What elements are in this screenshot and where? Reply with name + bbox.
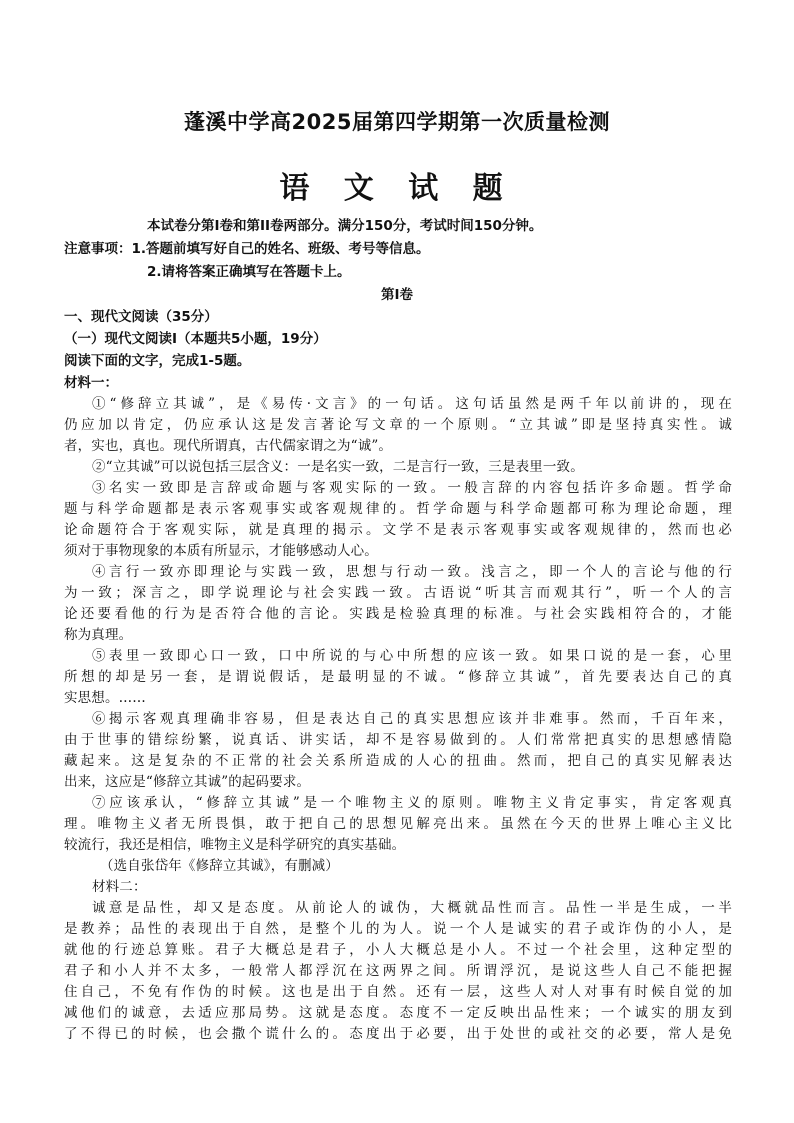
exam-title: 语 文 试 题 [279, 171, 515, 206]
paragraph-line: 出来，这应是“修辞立其诚”的起码要求。 [64, 774, 311, 790]
paragraph-line: 为一致；深言之，即学说理论与社会实践一致。古语说“听其言而观其行”，听一个人的言 [64, 585, 732, 601]
paragraph-line: 减他们的诚意，去适应那局势。这就是态度。态度不一定反映出品性来；一个诚实的朋友到 [64, 1005, 732, 1021]
paragraph-line: 所想的却是另一套，是谓说假话，是最明显的不诚。“修辞立其诚”，首先要表达自己的真 [64, 669, 732, 685]
exam-intro: 本试卷分第I卷和第II卷两部分。满分150分，考试时间150分钟。 [147, 218, 543, 234]
paragraph-line: 称为真理。 [64, 627, 133, 643]
paragraph-line: 了不得已的时候，也会撒个谎什么的。态度出于必要，出于处世的或社交的必要，常人是免 [64, 1026, 732, 1042]
sub-section-heading: （一）现代文阅读I（本题共5小题，19分） [64, 331, 327, 347]
reading-task: 阅读下面的文字，完成1-5题。 [64, 353, 251, 369]
paragraph-line: 仍应加以肯定，仍应承认这是发言著论写文章的一个原则。“立其诚”即是坚持真实性。诚 [64, 417, 732, 433]
paragraph-line: 理。唯物主义者无所畏惧，敢于把自己的思想见解亮出来。虽然在今天的世界上唯心主义比 [64, 816, 732, 832]
paragraph-line: ⑥揭示客观真理确非容易，但是表达自己的真实思想应该并非难事。然而，千百年来， [92, 711, 732, 727]
source-citation: （选自张岱年《修辞立其诚》，有删减） [100, 858, 339, 874]
paragraph-line: ⑤表里一致即心口一致，口中所说的与心中所想的应该一致。如果口说的是一套，心里 [92, 648, 732, 664]
material-2-label: 材料二： [92, 879, 147, 895]
paragraph-line: 是教养；品性的表现出于自然，是整个儿的为人。说一个人是诚实的君子或诈伪的小人，是 [64, 921, 732, 937]
note-2: 2.请将答案正确填写在答题卡上。 [147, 264, 351, 280]
paragraph-line: ④言行一致亦即理论与实践一致，思想与行动一致。浅言之，即一个人的言论与他的行 [92, 564, 732, 580]
paragraph-line: 论命题符合于客观实际，就是真理的揭示。文学不是表示客观事实或客观规律的，然而也必 [64, 522, 732, 538]
school-title: 蓬溪中学高2025届第四学期第一次质量检测 [184, 110, 610, 134]
section-heading: 一、现代文阅读（35分） [64, 309, 218, 325]
paragraph-line: ①“修辞立其诚”，是《易传·文言》的一句话。这句话虽然是两千年以前讲的，现在 [92, 396, 732, 412]
paragraph-line: 君子和小人并不太多，一般常人都浮沉在这两界之间。所谓浮沉，是说这些人自己不能把握 [64, 963, 732, 979]
paragraph-line: ②“立其诚”可以说包括三层含义：一是名实一致，二是言行一致，三是表里一致。 [92, 459, 584, 475]
paragraph-line: 须对于事物现象的本质有所显示，才能够感动人心。 [64, 543, 378, 559]
paragraph-line: 藏起来。这是复杂的不正常的社会关系所造成的人心的扭曲。然而，把自己的真实见解表达 [64, 753, 732, 769]
paragraph-line: 就他的行迹总算账。君子大概总是君子，小人大概总是小人。不过一个社会里，这种定型的 [64, 942, 732, 958]
material-1-label: 材料一： [64, 375, 118, 391]
paragraph-line: 诚意是品性，却又是态度。从前论人的诚伪，大概就品性而言。品性一半是生成，一半 [92, 900, 732, 916]
paragraph-line: 住自己，不免有作伪的时候。这也是出于自然。还有一层，这些人对人对事有时候自觉的加 [64, 984, 732, 1000]
paragraph-line: ③名实一致即是言辞或命题与客观实际的一致。一般言辞的内容包括许多命题。哲学命 [92, 480, 732, 496]
paragraph-line: 者，实也，真也。现代所谓真，古代儒家谓之为“诚”。 [64, 438, 393, 454]
paragraph-line: ⑦应该承认，“修辞立其诚”是一个唯物主义的原则。唯物主义肯定事实，肯定客观真 [92, 795, 732, 811]
note-1: 注意事项：1.答题前填写好自己的姓名、班级、考号等信息。 [64, 241, 430, 257]
paragraph-line: 题与科学命题都是表示客观事实或客观规律的。哲学命题与科学命题都可称为理论命题，理 [64, 501, 732, 517]
paragraph-line: 实思想。…… [64, 690, 146, 706]
paragraph-line: 论还要看他的行为是否符合他的言论。实践是检验真理的标准。与社会实践相符合的，才能 [64, 606, 732, 622]
paragraph-line: 由于世事的错综纷繁，说真话、讲实话，却不是容易做到的。人们常常把真实的思想感情隐 [64, 732, 732, 748]
paragraph-line: 较流行，我还是相信，唯物主义是科学研究的真实基础。 [64, 837, 406, 853]
volume-label: 第I卷 [380, 287, 414, 303]
